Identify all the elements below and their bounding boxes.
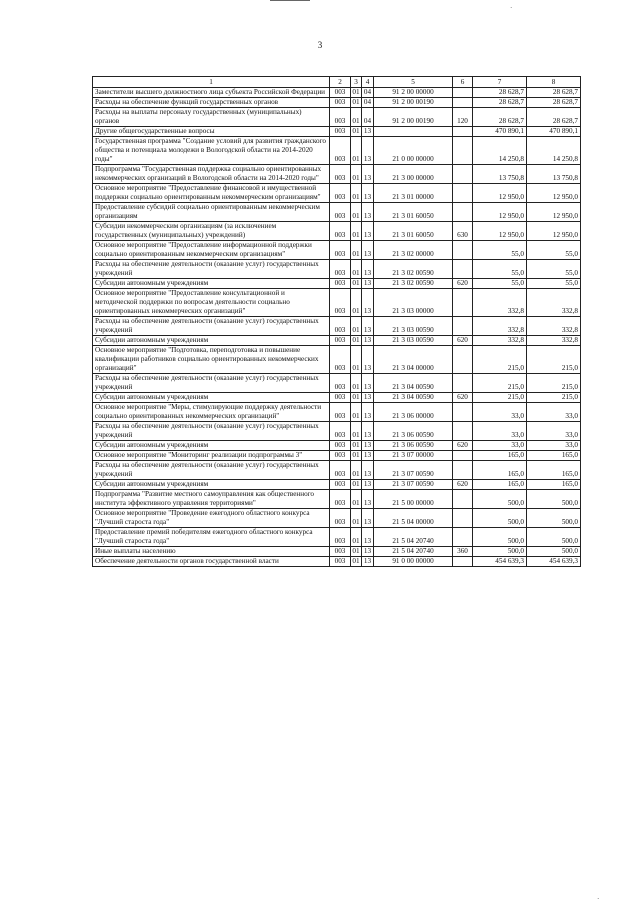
row-subsection-cell: 13 (362, 346, 374, 374)
row-amount-cell: 332,8 (527, 289, 581, 317)
row-target-cell: 21 3 06 00590 (374, 422, 453, 441)
column-header: 2 (330, 77, 351, 88)
row-subsection-cell: 13 (362, 184, 374, 203)
row-name-cell: Расходы на обеспечение деятельности (оказание услуг) государственных учреждений (93, 374, 330, 393)
table-row (93, 241, 581, 260)
row-code-cell: 003 (330, 461, 351, 480)
row-type-cell: 620 (453, 441, 473, 451)
table-row (93, 509, 581, 528)
row-section-cell: 01 (351, 403, 362, 422)
row-code-cell: 003 (330, 441, 351, 451)
row-code-cell: 003 (330, 346, 351, 374)
row-amount-cell: 165,0 (527, 480, 581, 490)
table-row (93, 289, 581, 317)
row-type-cell (453, 422, 473, 441)
row-code-cell: 003 (330, 403, 351, 422)
row-type-cell: 620 (453, 279, 473, 289)
row-type-cell: 360 (453, 547, 473, 557)
row-subsection-cell: 13 (362, 480, 374, 490)
table-row (93, 279, 581, 289)
table-row (93, 98, 581, 108)
row-type-cell: 620 (453, 393, 473, 403)
table-row (93, 480, 581, 490)
row-amount-cell: 33,0 (473, 422, 527, 441)
row-amount-cell: 55,0 (473, 279, 527, 289)
row-amount-cell: 454 639,3 (527, 557, 581, 567)
row-amount-cell: 28 628,7 (473, 98, 527, 108)
row-subsection-cell: 13 (362, 137, 374, 165)
row-amount-cell: 500,0 (473, 490, 527, 509)
row-target-cell (374, 127, 453, 137)
table-row (93, 317, 581, 336)
row-amount-cell: 12 950,0 (473, 222, 527, 241)
row-code-cell: 003 (330, 184, 351, 203)
row-code-cell: 003 (330, 289, 351, 317)
row-type-cell: 620 (453, 336, 473, 346)
column-header: 1 (93, 77, 330, 88)
table-row (93, 451, 581, 461)
row-amount-cell: 13 750,8 (527, 165, 581, 184)
row-type-cell (453, 317, 473, 336)
table-row (93, 547, 581, 557)
row-amount-cell: 332,8 (527, 336, 581, 346)
table-row (93, 528, 581, 547)
row-section-cell: 01 (351, 346, 362, 374)
row-name-cell: Основное мероприятие "Предоставление информационной поддержки социально ориентированным некоммерческим организациям" (93, 241, 330, 260)
row-amount-cell: 215,0 (473, 346, 527, 374)
row-amount-cell: 165,0 (473, 451, 527, 461)
row-section-cell: 01 (351, 461, 362, 480)
row-section-cell: 01 (352, 557, 360, 565)
row-amount-cell: 332,8 (473, 317, 527, 336)
table-row (93, 393, 581, 403)
row-subsection-cell: 13 (362, 260, 374, 279)
row-target-cell: 21 3 07 00590 (374, 461, 453, 480)
row-type-cell (453, 165, 473, 184)
row-name-cell: Другие общегосударственные вопросы (93, 127, 330, 137)
table-row (93, 88, 581, 98)
scan-mark-bottom-right: · (597, 895, 600, 903)
row-amount-cell: 332,8 (473, 336, 527, 346)
row-name-cell: Основное мероприятие "Мониторинг реализации подпрограммы 3" (93, 451, 330, 461)
row-amount-cell: 12 950,0 (473, 203, 527, 222)
row-amount-cell: 14 250,8 (473, 137, 527, 165)
row-amount-cell: 33,0 (473, 441, 527, 451)
row-subsection-cell: 13 (362, 127, 374, 137)
table-row (93, 557, 581, 567)
row-amount-cell: 28 628,7 (473, 108, 527, 127)
row-amount-cell: 33,0 (527, 403, 581, 422)
row-amount-cell: 332,8 (527, 317, 581, 336)
row-subsection-cell: 13 (362, 241, 374, 260)
row-target-cell: 21 3 04 00000 (374, 346, 453, 374)
row-amount-cell: 500,0 (473, 528, 527, 547)
row-target-cell: 21 3 06 00000 (374, 403, 453, 422)
row-type-cell: 120 (453, 108, 473, 127)
table-row (93, 441, 581, 451)
row-amount-cell: 500,0 (473, 509, 527, 528)
row-subsection-cell: 04 (362, 98, 374, 108)
row-amount-cell: 55,0 (473, 241, 527, 260)
row-type-cell (453, 184, 473, 203)
row-amount-cell: 55,0 (527, 260, 581, 279)
row-type-cell (453, 289, 473, 317)
row-subsection-cell: 13 (362, 289, 374, 317)
table-row (93, 108, 581, 127)
row-amount-cell: 55,0 (527, 241, 581, 260)
row-name-cell: Субсидии автономным учреждениям (93, 279, 330, 289)
row-subsection-cell: 13 (362, 165, 374, 184)
table-row (93, 346, 581, 374)
row-target-cell: 21 3 01 00000 (374, 184, 453, 203)
row-subsection-cell: 13 (362, 490, 374, 509)
column-header: 3 (351, 77, 362, 88)
row-subsection-cell: 04 (362, 108, 374, 127)
row-type-cell (453, 260, 473, 279)
row-target-cell: 91 2 00 00190 (374, 108, 453, 127)
row-code-cell: 003 (330, 557, 351, 567)
row-amount-cell: 470 890,1 (473, 127, 527, 137)
row-type-cell (453, 509, 473, 528)
table-row (93, 137, 581, 165)
row-subsection-cell: 04 (362, 88, 374, 98)
row-amount-cell: 12 950,0 (527, 184, 581, 203)
row-section-cell: 01 (351, 490, 362, 509)
row-target-cell: 21 0 00 00000 (374, 137, 453, 165)
row-name-cell: Расходы на обеспечение функций государственных органов (93, 98, 330, 108)
row-code-cell: 003 (330, 165, 351, 184)
row-type-cell: 620 (453, 480, 473, 490)
row-section-cell: 01 (351, 241, 362, 260)
row-amount-cell: 28 628,7 (527, 108, 581, 127)
column-header: 6 (453, 77, 473, 88)
row-target-cell: 21 3 07 00000 (374, 451, 453, 461)
row-target-cell: 21 5 00 00000 (374, 490, 453, 509)
row-section-cell: 01 (352, 127, 360, 135)
column-header: 4 (362, 77, 374, 88)
row-target-cell: 21 3 07 00590 (374, 480, 453, 490)
row-section-cell: 01 (352, 441, 360, 449)
budget-table (92, 76, 581, 567)
row-section-cell: 01 (351, 137, 362, 165)
row-code-cell: 003 (330, 127, 351, 137)
table-row (93, 336, 581, 346)
row-section-cell: 01 (352, 98, 360, 106)
row-code-cell: 003 (330, 279, 351, 289)
row-target-cell: 91 2 00 00190 (374, 98, 453, 108)
table-row (93, 374, 581, 393)
row-amount-cell: 33,0 (527, 422, 581, 441)
row-section-cell: 01 (352, 336, 360, 344)
row-code-cell: 003 (330, 547, 351, 557)
row-type-cell (453, 241, 473, 260)
row-amount-cell: 500,0 (527, 528, 581, 547)
row-target-cell: 21 3 04 00590 (374, 393, 453, 403)
row-section-cell: 01 (351, 260, 362, 279)
row-subsection-cell: 13 (362, 403, 374, 422)
row-name-cell: Субсидии автономным учреждениям (93, 441, 330, 451)
row-amount-cell: 215,0 (473, 393, 527, 403)
row-amount-cell: 165,0 (527, 451, 581, 461)
row-name-cell: Основное мероприятие "Предоставление финансовой и имущественной поддержки социально ориентированным некоммерческим организациям" (93, 184, 330, 203)
row-amount-cell: 28 628,7 (527, 98, 581, 108)
row-subsection-cell: 13 (362, 393, 374, 403)
row-subsection-cell: 13 (362, 451, 374, 461)
row-amount-cell: 33,0 (473, 403, 527, 422)
row-amount-cell: 165,0 (473, 480, 527, 490)
row-section-cell: 01 (352, 480, 360, 488)
row-name-cell: Расходы на выплаты персоналу государственных (муниципальных) органов (93, 108, 330, 127)
row-amount-cell: 215,0 (527, 374, 581, 393)
row-code-cell: 003 (330, 422, 351, 441)
row-subsection-cell: 13 (362, 441, 374, 451)
row-code-cell: 003 (330, 509, 351, 528)
row-subsection-cell: 13 (362, 222, 374, 241)
row-type-cell: 630 (453, 222, 473, 241)
row-target-cell: 21 3 02 00000 (374, 241, 453, 260)
row-amount-cell: 500,0 (473, 547, 527, 557)
row-subsection-cell: 13 (362, 557, 374, 567)
table-row (93, 403, 581, 422)
column-header: 5 (374, 77, 453, 88)
row-type-cell (453, 557, 473, 567)
row-name-cell: Расходы на обеспечение деятельности (оказание услуг) государственных учреждений (93, 260, 330, 279)
table-row (93, 203, 581, 222)
row-subsection-cell: 13 (362, 203, 374, 222)
row-code-cell: 003 (330, 317, 351, 336)
row-section-cell: 01 (351, 289, 362, 317)
row-name-cell: Основное мероприятие "Предоставление консультационной и методической поддержки по вопросам деятельности социально ориентированных некоммерческих организаций" (93, 289, 330, 317)
row-section-cell: 01 (352, 279, 360, 287)
row-target-cell: 21 3 02 00590 (374, 260, 453, 279)
row-code-cell: 003 (330, 393, 351, 403)
row-name-cell: Субсидии автономным учреждениям (93, 336, 330, 346)
row-name-cell: Обеспечение деятельности органов государственной власти (93, 557, 330, 567)
row-type-cell (453, 88, 473, 98)
row-type-cell (453, 403, 473, 422)
row-name-cell: Расходы на обеспечение деятельности (оказание услуг) государственных учреждений (93, 317, 330, 336)
row-target-cell: 21 3 03 00000 (374, 289, 453, 317)
row-code-cell: 003 (330, 490, 351, 509)
table-row (93, 260, 581, 279)
row-amount-cell: 33,0 (527, 441, 581, 451)
row-amount-cell: 215,0 (527, 346, 581, 374)
table-row (93, 165, 581, 184)
row-target-cell: 21 3 06 00590 (374, 441, 453, 451)
row-code-cell: 003 (330, 528, 351, 547)
row-section-cell: 01 (351, 184, 362, 203)
row-amount-cell: 500,0 (527, 490, 581, 509)
row-name-cell: Предоставление субсидий социально ориентированным некоммерческим организациям (93, 203, 330, 222)
row-section-cell: 01 (351, 317, 362, 336)
row-code-cell: 003 (330, 241, 351, 260)
row-amount-cell: 215,0 (527, 393, 581, 403)
row-name-cell: Основное мероприятие "Проведение ежегодного областного конкурса "Лучший староста года" (93, 509, 330, 528)
row-target-cell: 21 5 04 00000 (374, 509, 453, 528)
row-amount-cell: 55,0 (527, 279, 581, 289)
row-type-cell (453, 127, 473, 137)
row-target-cell: 21 3 02 00590 (374, 279, 453, 289)
row-target-cell: 21 3 01 60050 (374, 203, 453, 222)
row-amount-cell: 28 628,7 (473, 88, 527, 98)
row-type-cell (453, 346, 473, 374)
row-code-cell: 003 (330, 203, 351, 222)
row-section-cell: 01 (351, 165, 362, 184)
table-row (93, 461, 581, 480)
row-name-cell: Основное мероприятие "Подготовка, переподготовка и повышение квалификации работников социально ориентированных некоммерческих организаций" (93, 346, 330, 374)
row-name-cell: Субсидии некоммерческим организациям (за исключением государственных (муниципальных) учреждений) (93, 222, 330, 241)
row-target-cell: 91 2 00 00000 (374, 88, 453, 98)
table-row (93, 490, 581, 509)
row-type-cell (453, 98, 473, 108)
row-target-cell: 21 3 03 00590 (374, 317, 453, 336)
row-name-cell: Расходы на обеспечение деятельности (оказание услуг) государственных учреждений (93, 422, 330, 441)
page-number: 3 (317, 40, 323, 50)
row-section-cell: 01 (352, 547, 360, 555)
row-amount-cell: 14 250,8 (527, 137, 581, 165)
row-amount-cell: 332,8 (473, 289, 527, 317)
row-section-cell: 01 (351, 222, 362, 241)
row-amount-cell: 165,0 (527, 461, 581, 480)
row-type-cell (453, 490, 473, 509)
row-amount-cell: 55,0 (473, 260, 527, 279)
column-header: 8 (527, 77, 581, 88)
row-amount-cell: 12 950,0 (473, 184, 527, 203)
column-header: 7 (473, 77, 527, 88)
row-amount-cell: 500,0 (527, 509, 581, 528)
table-row (93, 222, 581, 241)
row-code-cell: 003 (330, 98, 351, 108)
row-subsection-cell: 13 (362, 317, 374, 336)
table-row (93, 184, 581, 203)
row-name-cell: Предоставление премий победителям ежегодного областного конкурса "Лучший староста года" (93, 528, 330, 547)
row-section-cell: 01 (351, 203, 362, 222)
row-code-cell: 003 (330, 88, 351, 98)
row-name-cell: Основное мероприятие "Меры, стимулирующие поддержку деятельности социально ориентированных некоммерческих организаций" (93, 403, 330, 422)
row-subsection-cell: 13 (362, 374, 374, 393)
row-subsection-cell: 13 (362, 528, 374, 547)
row-section-cell: 01 (351, 422, 362, 441)
row-section-cell: 01 (351, 108, 362, 127)
row-amount-cell: 165,0 (473, 461, 527, 480)
scan-mark-top-right: · (510, 4, 513, 12)
row-name-cell: Заместители высшего должностного лица субъекта Российской Федерации (93, 88, 330, 98)
row-name-cell: Субсидии автономным учреждениям (93, 480, 330, 490)
scan-mark-top (270, 0, 310, 7)
table-header-row (93, 77, 581, 88)
row-type-cell (453, 137, 473, 165)
row-type-cell (453, 451, 473, 461)
row-code-cell: 003 (330, 451, 351, 461)
row-name-cell: Иные выплаты населению (93, 547, 330, 557)
row-type-cell (453, 528, 473, 547)
row-name-cell: Расходы на обеспечение деятельности (оказание услуг) государственных учреждений (93, 461, 330, 480)
row-code-cell: 003 (330, 374, 351, 393)
row-type-cell (453, 203, 473, 222)
row-target-cell: 91 0 00 00000 (374, 557, 453, 567)
row-name-cell: Подпрограмма "Развитие местного самоуправления как общественного института эффективного управления территориями" (93, 490, 330, 509)
row-section-cell: 01 (352, 451, 360, 459)
table-row (93, 422, 581, 441)
row-section-cell: 01 (352, 88, 360, 96)
row-amount-cell: 12 950,0 (527, 222, 581, 241)
row-code-cell: 003 (330, 260, 351, 279)
row-target-cell: 21 3 01 60050 (374, 222, 453, 241)
row-section-cell: 01 (351, 528, 362, 547)
row-target-cell: 21 3 03 00590 (374, 336, 453, 346)
row-code-cell: 003 (330, 222, 351, 241)
row-target-cell: 21 3 04 00590 (374, 374, 453, 393)
row-name-cell: Государственная программа "Создание условий для развития гражданского общества и потенциала молодежи в Вологодской области на 2014-2020 годы" (93, 137, 330, 165)
row-subsection-cell: 13 (362, 547, 374, 557)
row-amount-cell: 28 628,7 (527, 88, 581, 98)
row-section-cell: 01 (351, 374, 362, 393)
row-code-cell: 003 (330, 108, 351, 127)
row-section-cell: 01 (352, 393, 360, 401)
row-target-cell: 21 5 04 20740 (374, 528, 453, 547)
row-name-cell: Подпрограмма "Государственная поддержка социально ориентированных некоммерческих организаций в Вологодской области на 2014-2020 годы" (93, 165, 330, 184)
row-target-cell: 21 5 04 20740 (374, 547, 453, 557)
row-amount-cell: 12 950,0 (527, 203, 581, 222)
row-amount-cell: 215,0 (473, 374, 527, 393)
row-subsection-cell: 13 (362, 336, 374, 346)
row-subsection-cell: 13 (362, 461, 374, 480)
row-code-cell: 003 (330, 480, 351, 490)
row-amount-cell: 500,0 (527, 547, 581, 557)
row-amount-cell: 454 639,3 (473, 557, 527, 567)
row-section-cell: 01 (351, 509, 362, 528)
row-amount-cell: 470 890,1 (527, 127, 581, 137)
row-subsection-cell: 13 (362, 509, 374, 528)
row-code-cell: 003 (330, 137, 351, 165)
row-amount-cell: 13 750,8 (473, 165, 527, 184)
table-row (93, 127, 581, 137)
row-type-cell (453, 374, 473, 393)
row-code-cell: 003 (330, 336, 351, 346)
row-subsection-cell: 13 (362, 279, 374, 289)
row-target-cell: 21 3 00 00000 (374, 165, 453, 184)
row-type-cell (453, 461, 473, 480)
row-name-cell: Субсидии автономным учреждениям (93, 393, 330, 403)
row-subsection-cell: 13 (362, 422, 374, 441)
